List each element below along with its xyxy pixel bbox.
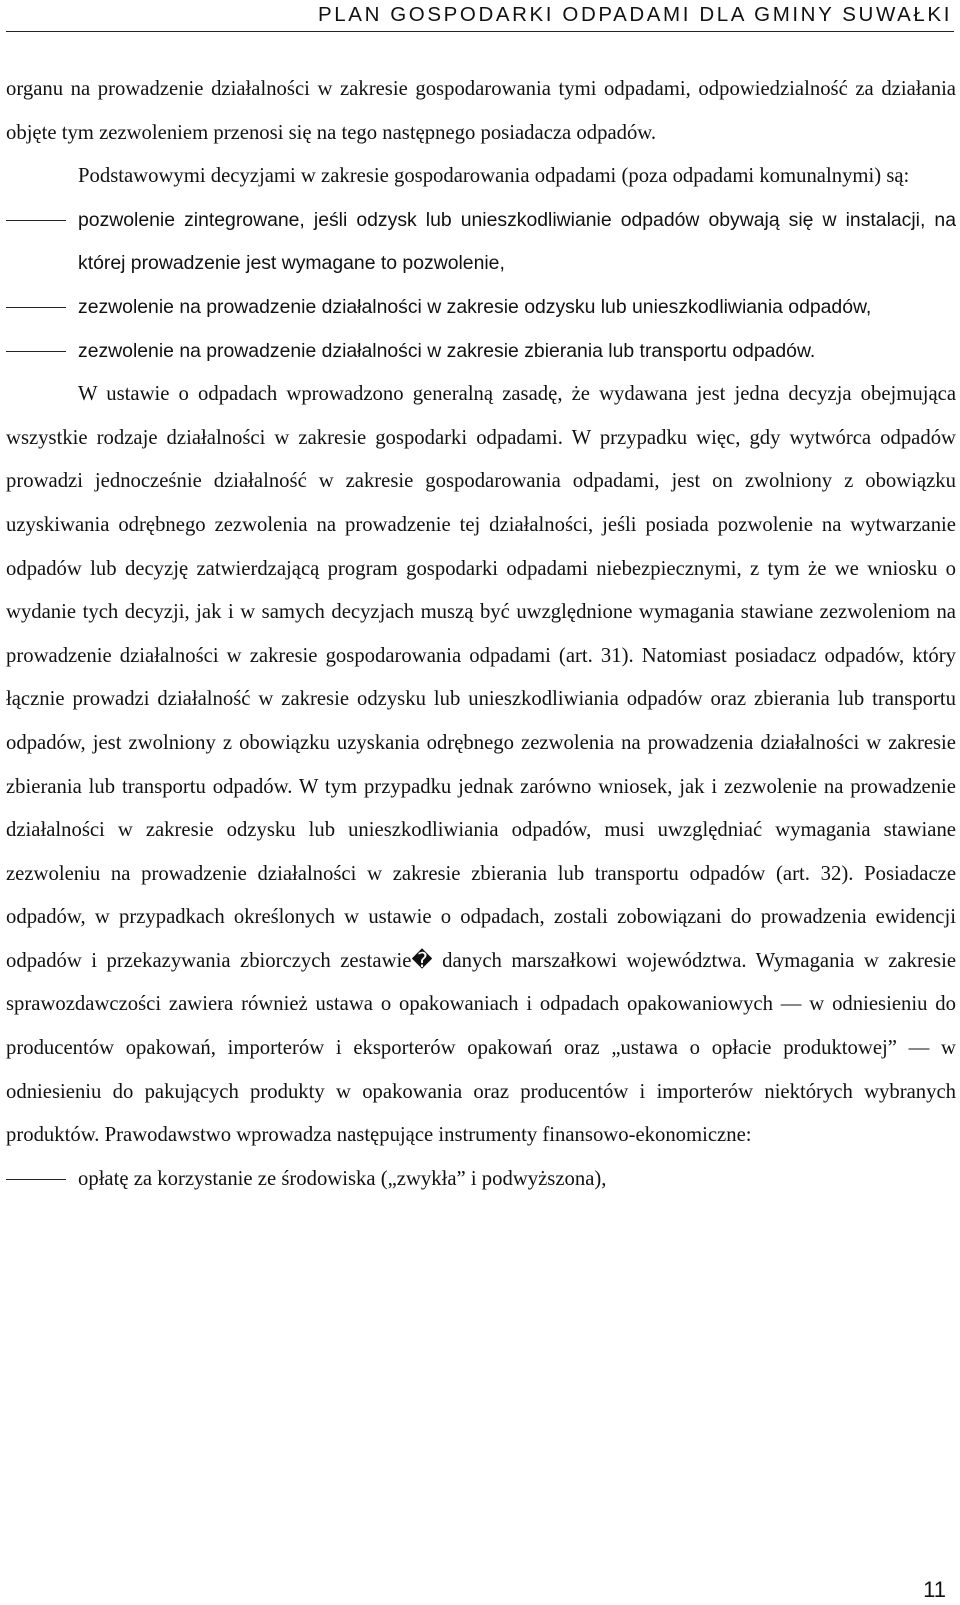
list-item-text: zezwolenie na prowadzenie działalności w zakresie odzysku lub unieszkodliwiania odpadów, — [78, 295, 872, 318]
list-item-text: opłatę za korzystanie ze środowiska („zwykła” i podwyższona), — [78, 1167, 607, 1190]
header-divider — [6, 31, 954, 32]
document-body — [6, 68, 956, 1201]
list-item-text: pozwolenie zintegrowane, jeśli odzysk lub unieszkodliwianie odpadów obywają się w instalacji, na której prowadzenie jest wymagane to pozwolenie, — [78, 208, 956, 275]
page-header-title: PLAN GOSPODARKI ODPADAMI DLA GMINY SUWAŁKI — [318, 3, 952, 26]
paragraph-continuation: organu na prowadzenie działalności w zakresie gospodarowania tymi odpadami, odpowiedzialność za działania objęte tym zezwoleniem przenosi się na tego następnego posiadacza odpadów. — [6, 78, 956, 144]
paragraph-main: W ustawie o odpadach wprowadzono generalną zasadę, że wydawana jest jedna decyzja obejmująca wszystkie rodzaje działalności w zakresie gospodarki odpadami. W przypadku więc, gdy wytwórca odpadów prowadzi jednocześnie działalność w zakresie gospodarowania odpadami, jest on zwolniony z obowiązku uzyskiwania odrębnego zezwolenia na prowadzenie tej działalności, jeśli posiada pozwolenie na wytwarzanie odpadów lub decyzję zatwierdzającą program gospodarki odpadami niebezpiecznymi, z tym że we wniosku o wydanie tych decyzji, jak i w samych decyzjach muszą być uwzględnione wymagania stawiane zezwoleniom na prowadzenie działalności w zakresie gospodarowania odpadami (art. 31). Natomiast posiadacz odpadów, który łącznie prowadzi działalność w zakresie odzysku lub unieszkodliwiania odpadów oraz zbierania lub transportu odpadów, jest zwolniony z obowiązku uzyskania odrębnego zezwolenia na prowadzenia działalności w zakresie zbierania lub transportu odpadów. W tym przypadku jednak zarówno wniosek, jak i zezwolenie na prowadzenie działalności w zakresie odzysku lub unieszkodliwiania odpadów, musi uwzględniać wymagania stawiane zezwoleniu na prowadzenie działalności w zakresie zbierania lub transportu odpadów (art. 32). Posiadacze odpadów, w przypadkach określonych w ustawie o odpadach, zostali zobowiązani do prowadzenia ewidencji odpadów i przekazywania zbiorczych zestawie� danych marszałkowi województwa. Wymagania w zakresie sprawozdawczości zawiera również ustawa o opakowaniach i odpadach opakowaniowych — w odniesieniu do producentów opakowań, importerów i eksporterów opakowań oraz „ustawa o opłacie produktowej” — w odniesieniu do pakujących produkty w opakowania oraz producentów i importerów niektórych wybranych produktów. Prawodawstwo wprowadza następujące instrumenty finansowo-ekonomiczne: — [6, 383, 956, 1147]
paragraph-basic-decisions: Podstawowymi decyzjami w zakresie gospodarowania odpadami (poza odpadami komunalnymi) są: — [78, 165, 910, 188]
dash-bullet-icon — [6, 307, 66, 308]
dash-bullet-icon — [6, 220, 66, 221]
list-item — [6, 1158, 956, 1202]
decisions-list — [6, 199, 956, 373]
list-item-text: zezwolenie na prowadzenie działalności w zakresie zbierania lub transportu odpadów. — [78, 339, 816, 362]
page-number: 11 — [923, 1577, 946, 1602]
list-item — [6, 286, 956, 330]
instruments-list — [6, 1158, 956, 1202]
list-item — [6, 199, 956, 286]
list-item — [6, 330, 956, 374]
dash-bullet-icon — [6, 1179, 66, 1180]
dash-bullet-icon — [6, 351, 66, 352]
